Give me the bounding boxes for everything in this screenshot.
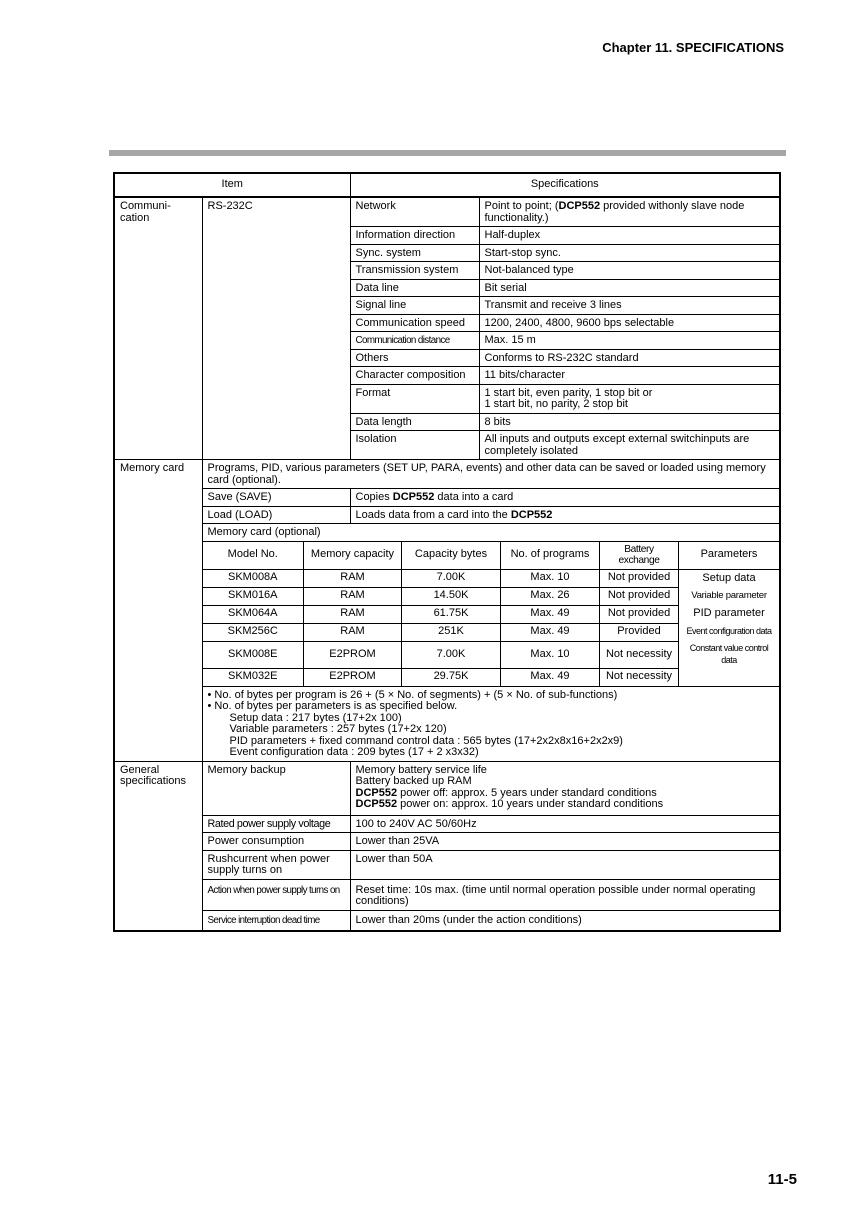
table-row xyxy=(203,623,780,641)
specifications-header: Specifications xyxy=(350,173,780,197)
table-row xyxy=(114,524,780,542)
parameter-cell: Setup data xyxy=(679,569,780,587)
spec-name: Data line xyxy=(350,279,479,297)
general-specifications-label: General specifications xyxy=(114,761,202,931)
memory-cell: RAM xyxy=(304,587,402,605)
spec-value: 1200, 2400, 4800, 9600 bps selectable xyxy=(479,314,780,332)
spec-name: Format xyxy=(350,384,479,413)
battery-header: Battery exchange xyxy=(600,542,679,570)
spec-name: Service interruption dead time xyxy=(202,910,350,931)
memory-cell: RAM xyxy=(304,605,402,623)
programs-cell: Max. 49 xyxy=(501,668,600,686)
memory-card-models-cell xyxy=(202,541,780,686)
spec-value: Lower than 25VA xyxy=(350,833,780,851)
model-cell: SKM032E xyxy=(203,668,304,686)
chapter-header: Chapter 11. SPECIFICATIONS xyxy=(602,40,784,55)
bytes-cell: 14.50K xyxy=(402,587,501,605)
spec-name: Communication distance xyxy=(350,332,479,350)
model-cell: SKM256C xyxy=(203,623,304,641)
load-label: Load (LOAD) xyxy=(202,506,350,524)
spec-value: 1 start bit, even parity, 1 stop bit or 1 start bit, no parity, 2 stop bit xyxy=(479,384,780,413)
spec-value: Transmit and receive 3 lines xyxy=(479,297,780,315)
parameter-cell-empty xyxy=(679,668,780,686)
table-row xyxy=(203,668,780,686)
table-row xyxy=(203,641,780,668)
table-row xyxy=(114,541,780,686)
model-cell: SKM064A xyxy=(203,605,304,623)
spec-value: All inputs and outputs except external switchinputs are completely isolated xyxy=(479,431,780,460)
parameter-cell: Event configuration data xyxy=(679,623,780,641)
spec-name: Transmission system xyxy=(350,262,479,280)
programs-cell: Max. 26 xyxy=(501,587,600,605)
programs-cell: Max. 49 xyxy=(501,623,600,641)
table-row xyxy=(114,833,780,851)
memory-backup-label: Memory backup xyxy=(202,761,350,815)
spec-value: 100 to 240V AC 50/60Hz xyxy=(350,815,780,833)
memory-card-optional-label: Memory card (optional) xyxy=(202,524,780,542)
model-header: Model No. xyxy=(203,542,304,570)
spec-value: Not-balanced type xyxy=(479,262,780,280)
battery-cell: Not provided xyxy=(600,569,679,587)
memory-card-intro: Programs, PID, various parameters (SET UP, PARA, events) and other data can be saved or loaded using memory card (optional). xyxy=(202,460,780,489)
spec-value: 8 bits xyxy=(479,413,780,431)
spec-name: Information direction xyxy=(350,227,479,245)
note-line: • No. of bytes per parameters is as specified below. xyxy=(207,700,458,712)
table-row xyxy=(114,489,780,507)
memory-card-models-table xyxy=(203,542,780,686)
page-number: 11-5 xyxy=(767,1171,797,1188)
model-cell: SKM008A xyxy=(203,569,304,587)
memory-cell: E2PROM xyxy=(304,668,402,686)
battery-cell: Not provided xyxy=(600,605,679,623)
note-line: • No. of bytes per program is 26 + (5 × No. of segments) + (5 × No. of sub-functions) xyxy=(207,688,618,701)
memory-capacity-header: Memory capacity xyxy=(304,542,402,570)
spec-value: 11 bits/character xyxy=(479,367,780,385)
table-row xyxy=(114,879,780,910)
spec-value: Point to point; (DCP552 provided withonly slave node functionality.) xyxy=(479,197,780,227)
spec-name: Action when power supply turns on xyxy=(202,879,350,910)
table-row xyxy=(203,605,780,623)
spec-name: Rated power supply voltage xyxy=(202,815,350,833)
spec-name: Communication speed xyxy=(350,314,479,332)
spec-name: Sync. system xyxy=(350,244,479,262)
note-line: Event configuration data : 209 bytes (17 + 2 x3x32) xyxy=(229,746,479,758)
table-row xyxy=(114,197,780,227)
bytes-cell: 251K xyxy=(402,623,501,641)
parameter-cell: PID parameter xyxy=(679,605,780,623)
memory-backup-value: Memory battery service life Battery backed up RAM DCP552 power off: approx. 5 years under standard conditions DCP552 power on: approx. 10 years under standard conditions xyxy=(350,761,780,815)
spec-name: Others xyxy=(350,349,479,367)
capacity-bytes-header: Capacity bytes xyxy=(402,542,501,570)
table-row xyxy=(114,850,780,879)
item-header: Item xyxy=(114,173,350,197)
table-row xyxy=(114,506,780,524)
header-rule xyxy=(109,150,786,156)
spec-value: Half-duplex xyxy=(479,227,780,245)
battery-cell: Not necessity xyxy=(600,641,679,668)
communication-label: Communi- cation xyxy=(114,197,202,460)
parameter-cell: Constant value control data xyxy=(679,641,780,668)
load-value: Loads data from a card into the DCP552 xyxy=(350,506,780,524)
spec-value: Max. 15 m xyxy=(479,332,780,350)
bytes-cell: 61.75K xyxy=(402,605,501,623)
parameter-cell: Variable parameter xyxy=(679,587,780,605)
programs-cell: Max. 10 xyxy=(501,641,600,668)
spec-name: Signal line xyxy=(350,297,479,315)
spec-name: Rushcurrent when power supply turns on xyxy=(202,850,350,879)
specifications-table xyxy=(113,172,781,932)
spec-name: Isolation xyxy=(350,431,479,460)
spec-value: Lower than 20ms (under the action conditions) xyxy=(350,910,780,931)
memory-cell: RAM xyxy=(304,623,402,641)
spec-name: Power consumption xyxy=(202,833,350,851)
bytes-cell: 7.00K xyxy=(402,641,501,668)
programs-cell: Max. 10 xyxy=(501,569,600,587)
memory-card-notes xyxy=(202,686,780,761)
table-row xyxy=(114,910,780,931)
spec-value: Bit serial xyxy=(479,279,780,297)
spec-name: Character composition xyxy=(350,367,479,385)
memory-cell: RAM xyxy=(304,569,402,587)
spec-name: Network xyxy=(350,197,479,227)
spec-name: Data length xyxy=(350,413,479,431)
battery-cell: Provided xyxy=(600,623,679,641)
table-header-row xyxy=(114,173,780,197)
rs232c-label: RS-232C xyxy=(202,197,350,460)
battery-cell: Not provided xyxy=(600,587,679,605)
save-label: Save (SAVE) xyxy=(202,489,350,507)
bytes-cell: 7.00K xyxy=(402,569,501,587)
battery-cell: Not necessity xyxy=(600,668,679,686)
programs-header: No. of programs xyxy=(501,542,600,570)
note-line: PID parameters + fixed command control data : 565 bytes (17+2x2x8x16+2x2x9) xyxy=(229,734,623,747)
model-cell: SKM016A xyxy=(203,587,304,605)
parameters-header: Parameters xyxy=(679,542,780,570)
memory-cell: E2PROM xyxy=(304,641,402,668)
spec-value: Conforms to RS-232C standard xyxy=(479,349,780,367)
note-line: Variable parameters : 257 bytes (17+2x 120) xyxy=(229,723,447,735)
spec-value: Start-stop sync. xyxy=(479,244,780,262)
table-row xyxy=(114,460,780,489)
programs-cell: Max. 49 xyxy=(501,605,600,623)
save-value: Copies DCP552 data into a card xyxy=(350,489,780,507)
spec-value: Lower than 50A xyxy=(350,850,780,879)
spec-value: Reset time: 10s max. (time until normal operation possible under normal operating conditions) xyxy=(350,879,780,910)
memory-card-label: Memory card xyxy=(114,460,202,762)
table-row xyxy=(203,569,780,587)
table-row xyxy=(114,686,780,761)
table-row xyxy=(114,761,780,815)
cards-header-row xyxy=(203,542,780,570)
bytes-cell: 29.75K xyxy=(402,668,501,686)
note-line: Setup data : 217 bytes (17+2x 100) xyxy=(229,711,402,724)
model-cell: SKM008E xyxy=(203,641,304,668)
table-row xyxy=(114,815,780,833)
table-row xyxy=(203,587,780,605)
